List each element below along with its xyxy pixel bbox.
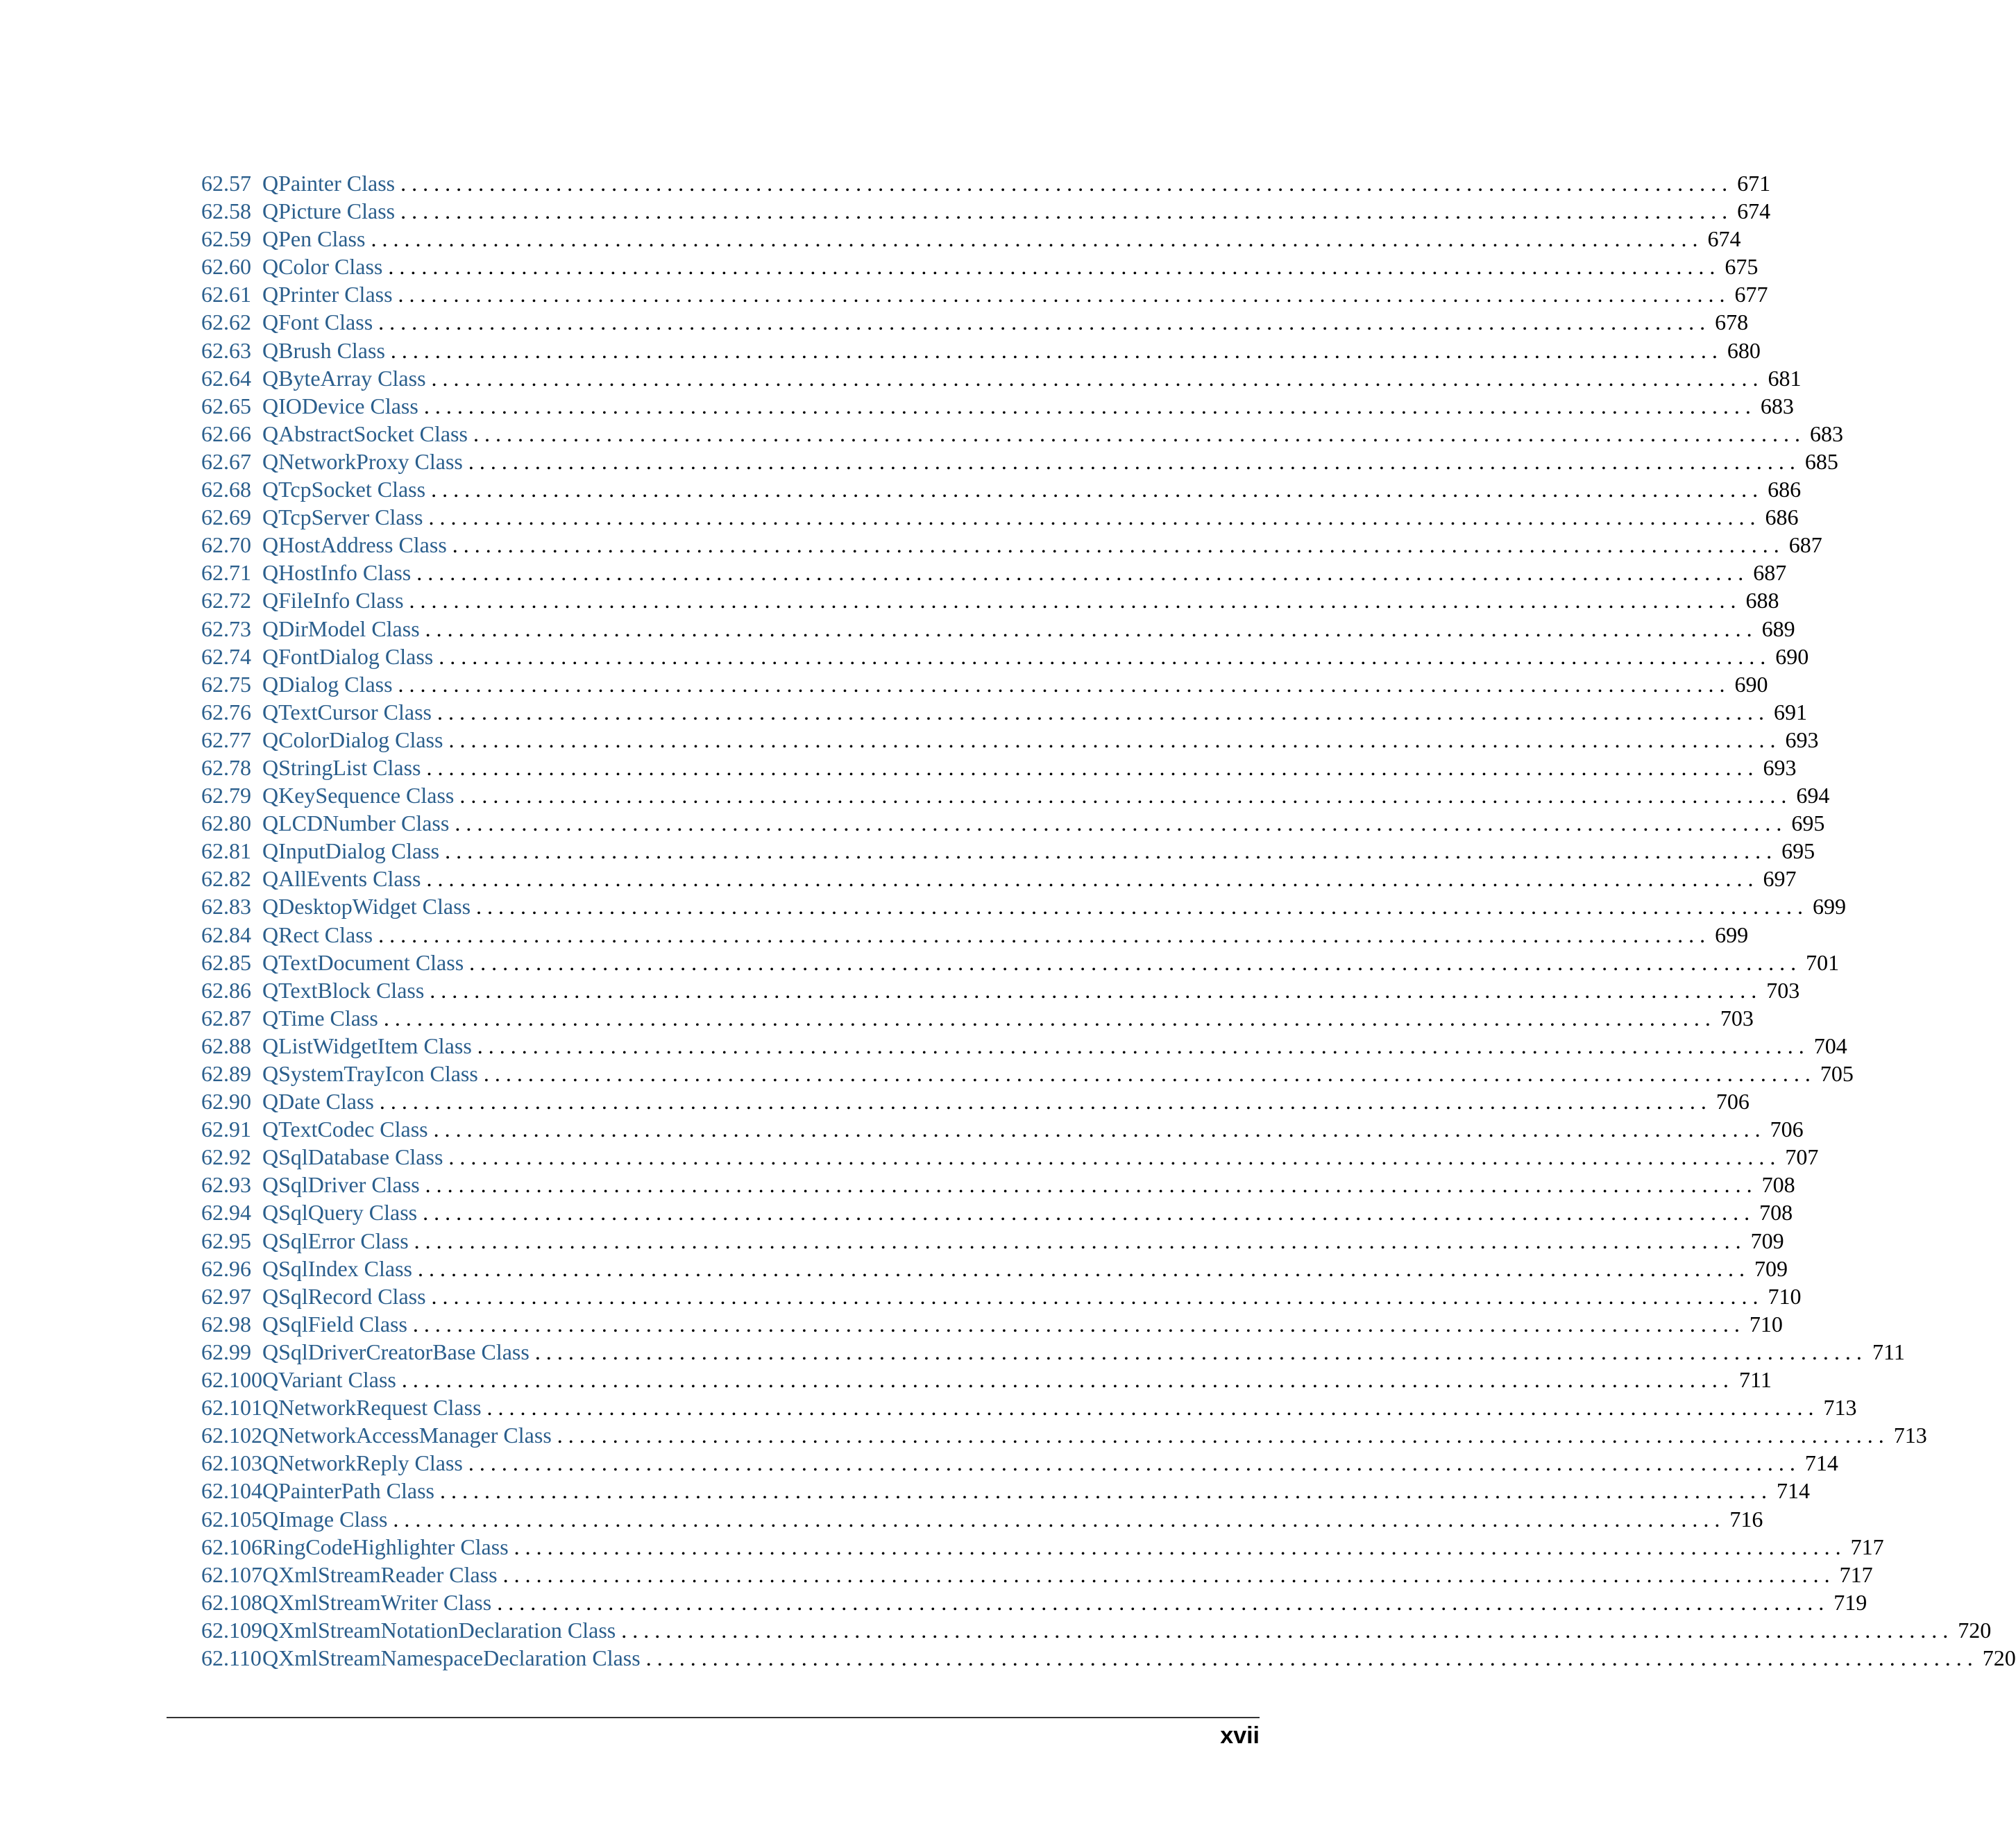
toc-entry-title: QDirModel Class bbox=[262, 616, 420, 641]
toc-entry-number: 62.77 bbox=[201, 727, 251, 752]
dot-leader: . . . . . . . . . . . . . . . . . . . . . . . . . . . . . . . . . . . . . . . . . . . . . . . . . . . . . . . . . . . . . . . . . . . . . . . . . . . . . . . . . . . . . . . . . . . . . . . . . . . . . . . . . . . . . . . . . . . . . . . . bbox=[371, 226, 1698, 252]
toc-entry[interactable] bbox=[201, 1060, 1854, 1087]
toc-entry-page: 693 bbox=[1785, 727, 1819, 752]
toc-entry[interactable] bbox=[201, 337, 1761, 364]
toc-entry-title: QTextDocument Class bbox=[262, 949, 464, 975]
toc-entry[interactable] bbox=[201, 1393, 1857, 1421]
toc-entry-page: 687 bbox=[1753, 560, 1787, 586]
toc-entry-title: QImage Class bbox=[262, 1506, 388, 1532]
toc-entry[interactable] bbox=[201, 781, 1830, 809]
toc-entry-page: 706 bbox=[1770, 1117, 1804, 1142]
toc-entry[interactable] bbox=[201, 726, 1819, 754]
toc-entry[interactable] bbox=[201, 670, 1768, 698]
toc-entry-title: QXmlStreamNotationDeclaration Class bbox=[262, 1617, 616, 1643]
toc-entry-page: 709 bbox=[1750, 1228, 1784, 1253]
page-number: xvii bbox=[1220, 1722, 1260, 1749]
toc-entry-title: QSqlError Class bbox=[262, 1228, 409, 1253]
dot-leader: . . . . . . . . . . . . . . . . . . . . . . . . . . . . . . . . . . . . . . . . . . . . . . . . . . . . . . . . . . . . . . . . . . . . . . . . . . . . . . . . . . . . . . . . . . . . . . . . . . . . . . . . . . . . . . . . . . . . . . . . bbox=[439, 643, 1766, 669]
toc-entry-title: QFontDialog Class bbox=[262, 643, 434, 669]
toc-entry-number: 62.57 bbox=[201, 171, 251, 196]
toc-entry[interactable] bbox=[201, 225, 1741, 253]
table-of-contents bbox=[201, 169, 2016, 1672]
toc-entry-number: 62.64 bbox=[201, 365, 251, 391]
dot-leader: . . . . . . . . . . . . . . . . . . . . . . . . . . . . . . . . . . . . . . . . . . . . . . . . . . . . . . . . . . . . . . . . . . . . . . . . . . . . . . . . . . . . . . . . . . . . . . . . . . . . . . . . . . . . . . . . . . . . . . . . bbox=[439, 1478, 1767, 1504]
toc-entry-number: 62.94 bbox=[201, 1200, 251, 1226]
toc-entry-page: 675 bbox=[1725, 254, 1759, 280]
toc-entry-title: QSqlIndex Class bbox=[262, 1255, 412, 1281]
toc-entry[interactable] bbox=[201, 1366, 1772, 1393]
toc-entry-number: 62.73 bbox=[201, 616, 251, 641]
dot-leader: . . . . . . . . . . . . . . . . . . . . . . . . . . . . . . . . . . . . . . . . . . . . . . . . . . . . . . . . . . . . . . . . . . . . . . . . . . . . . . . . . . . . . . . . . . . . . . . . . . . . . . . . . . . . . . . . . . . . . . . . bbox=[409, 588, 1736, 613]
toc-entry-title: QXmlStreamWriter Class bbox=[262, 1589, 492, 1615]
toc-entry[interactable] bbox=[201, 698, 1807, 726]
toc-entry[interactable] bbox=[201, 280, 1768, 308]
toc-entry-number: 62.69 bbox=[201, 505, 251, 530]
dot-leader: . . . . . . . . . . . . . . . . . . . . . . . . . . . . . . . . . . . . . . . . . . . . . . . . . . . . . . . . . . . . . . . . . . . . . . . . . . . . . . . . . . . . . . . . . . . . . . . . . . . . . . . . . . . . . . . . . . . . . . . . bbox=[477, 1033, 1804, 1058]
toc-entry-title: QRect Class bbox=[262, 922, 373, 947]
toc-entry-title: QHostInfo Class bbox=[262, 560, 412, 586]
toc-entry-number: 62.78 bbox=[201, 754, 251, 780]
toc-entry[interactable] bbox=[201, 1198, 1793, 1226]
toc-entry-number: 62.90 bbox=[201, 1089, 251, 1115]
dot-leader: . . . . . . . . . . . . . . . . . . . . . . . . . . . . . . . . . . . . . . . . . . . . . . . . . . . . . . . . . . . . . . . . . . . . . . . . . . . . . . . . . . . . . . . . . . . . . . . . . . . . . . . . . . . . . . . . . . . . . . . . bbox=[621, 1617, 1949, 1643]
toc-entry[interactable] bbox=[201, 754, 1797, 781]
toc-entry-page: 695 bbox=[1791, 811, 1825, 836]
toc-entry-page: 680 bbox=[1727, 337, 1761, 363]
toc-entry-title: QTextBlock Class bbox=[262, 977, 425, 1003]
toc-entry-number: 62.65 bbox=[201, 393, 251, 418]
toc-entry-page: 674 bbox=[1737, 198, 1771, 224]
dot-leader: . . . . . . . . . . . . . . . . . . . . . . . . . . . . . . . . . . . . . . . . . . . . . . . . . . . . . . . . . . . . . . . . . . . . . . . . . . . . . . . . . . . . . . . . . . . . . . . . . . . . . . . . . . . . . . . . . . . . . . . . bbox=[497, 1589, 1824, 1615]
toc-entry-page: 686 bbox=[1765, 505, 1799, 530]
toc-entry-page: 683 bbox=[1760, 393, 1794, 418]
toc-entry[interactable] bbox=[201, 615, 1795, 643]
toc-entry-title: QAllEvents Class bbox=[262, 866, 421, 892]
toc-entry-page: 705 bbox=[1820, 1061, 1854, 1086]
toc-entry-number: 62.68 bbox=[201, 477, 251, 502]
toc-entry-title: QInputDialog Class bbox=[262, 838, 440, 864]
toc-entry-number: 62.85 bbox=[201, 949, 251, 975]
toc-entry-page: 697 bbox=[1763, 866, 1797, 892]
toc-entry[interactable] bbox=[201, 809, 1825, 837]
toc-entry-number: 62.103 bbox=[201, 1450, 262, 1476]
toc-entry[interactable] bbox=[201, 1115, 1804, 1143]
toc-entry-title: RingCodeHighlighter Class bbox=[262, 1534, 509, 1559]
dot-leader: . . . . . . . . . . . . . . . . . . . . . . . . . . . . . . . . . . . . . . . . . . . . . . . . . . . . . . . . . . . . . . . . . . . . . . . . . . . . . . . . . . . . . . . . . . . . . . . . . . . . . . . . . . . . . . . . . . . . . . . . bbox=[473, 421, 1800, 446]
toc-entry-number: 62.110 bbox=[201, 1645, 262, 1670]
dot-leader: . . . . . . . . . . . . . . . . . . . . . . . . . . . . . . . . . . . . . . . . . . . . . . . . . . . . . . . . . . . . . . . . . . . . . . . . . . . . . . . . . . . . . . . . . . . . . . . . . . . . . . . . . . . . . . . . . . . . . . . . bbox=[378, 310, 1706, 335]
footer-divider bbox=[167, 1717, 1260, 1718]
toc-entry-page: 681 bbox=[1768, 365, 1802, 391]
toc-entry-page: 674 bbox=[1707, 226, 1741, 252]
dot-leader: . . . . . . . . . . . . . . . . . . . . . . . . . . . . . . . . . . . . . . . . . . . . . . . . . . . . . . . . . . . . . . . . . . . . . . . . . . . . . . . . . . . . . . . . . . . . . . . . . . . . . . . . . . . . . . . . . . . . . . . . bbox=[468, 448, 1795, 474]
dot-leader: . . . . . . . . . . . . . . . . . . . . . . . . . . . . . . . . . . . . . . . . . . . . . . . . . . . . . . . . . . . . . . . . . . . . . . . . . . . . . . . . . . . . . . . . . . . . . . . . . . . . . . . . . . . . . . . . . . . . . . . . bbox=[433, 1117, 1761, 1142]
toc-entry-title: QSqlDriverCreatorBase Class bbox=[262, 1339, 530, 1364]
toc-entry-title: QListWidgetItem Class bbox=[262, 1033, 472, 1058]
dot-leader: . . . . . . . . . . . . . . . . . . . . . . . . . . . . . . . . . . . . . . . . . . . . . . . . . . . . . . . . . . . . . . . . . . . . . . . . . . . . . . . . . . . . . . . . . . . . . . . . . . . . . . . . . . . . . . . . . . . . . . . . bbox=[414, 1228, 1741, 1253]
dot-leader: . . . . . . . . . . . . . . . . . . . . . . . . . . . . . . . . . . . . . . . . . . . . . . . . . . . . . . . . . . . . . . . . . . . . . . . . . . . . . . . . . . . . . . . . . . . . . . . . . . . . . . . . . . . . . . . . . . . . . . . . bbox=[390, 337, 1718, 363]
toc-entry[interactable] bbox=[201, 1087, 1750, 1115]
toc-entry-title: QColor Class bbox=[262, 254, 383, 280]
toc-entry-title: QNetworkReply Class bbox=[262, 1450, 463, 1476]
toc-entry-number: 62.87 bbox=[201, 1005, 251, 1031]
toc-entry-page: 713 bbox=[1823, 1395, 1857, 1421]
dot-leader: . . . . . . . . . . . . . . . . . . . . . . . . . . . . . . . . . . . . . . . . . . . . . . . . . . . . . . . . . . . . . . . . . . . . . . . . . . . . . . . . . . . . . . . . . . . . . . . . . . . . . . . . . . . . . . . . . . . . . . . . bbox=[431, 365, 1759, 391]
toc-entry-page: 708 bbox=[1761, 1172, 1795, 1198]
dot-leader: . . . . . . . . . . . . . . . . . . . . . . . . . . . . . . . . . . . . . . . . . . . . . . . . . . . . . . . . . . . . . . . . . . . . . . . . . . . . . . . . . . . . . . . . . . . . . . . . . . . . . . . . . . . . . . . . . . . . . . . . bbox=[476, 894, 1804, 920]
dot-leader: . . . . . . . . . . . . . . . . . . . . . . . . . . . . . . . . . . . . . . . . . . . . . . . . . . . . . . . . . . . . . . . . . . . . . . . . . . . . . . . . . . . . . . . . . . . . . . . . . . . . . . . . . . . . . . . . . . . . . . . . bbox=[383, 1005, 1711, 1031]
toc-entry-number: 62.79 bbox=[201, 783, 251, 808]
dot-leader: . . . . . . . . . . . . . . . . . . . . . . . . . . . . . . . . . . . . . . . . . . . . . . . . . . . . . . . . . . . . . . . . . . . . . . . . . . . . . . . . . . . . . . . . . . . . . . . . . . . . . . . . . . . . . . . . . . . . . . . . bbox=[393, 1506, 1720, 1532]
dot-leader: . . . . . . . . . . . . . . . . . . . . . . . . . . . . . . . . . . . . . . . . . . . . . . . . . . . . . . . . . . . . . . . . . . . . . . . . . . . . . . . . . . . . . . . . . . . . . . . . . . . . . . . . . . . . . . . . . . . . . . . . bbox=[416, 560, 1744, 586]
dot-leader: . . . . . . . . . . . . . . . . . . . . . . . . . . . . . . . . . . . . . . . . . . . . . . . . . . . . . . . . . . . . . . . . . . . . . . . . . . . . . . . . . . . . . . . . . . . . . . . . . . . . . . . . . . . . . . . . . . . . . . . . bbox=[483, 1061, 1811, 1086]
toc-entry-number: 62.102 bbox=[201, 1423, 262, 1448]
toc-entry[interactable] bbox=[201, 1449, 1838, 1477]
toc-entry-title: QStringList Class bbox=[262, 754, 421, 780]
toc-entry-title: QBrush Class bbox=[262, 337, 385, 363]
toc-entry-title: QFont Class bbox=[262, 310, 373, 335]
toc-entry-page: 686 bbox=[1768, 477, 1802, 502]
toc-entry[interactable] bbox=[201, 1588, 1867, 1616]
toc-entry-number: 62.72 bbox=[201, 588, 251, 613]
toc-entry-page: 714 bbox=[1804, 1450, 1838, 1476]
toc-entry-title: QKeySequence Class bbox=[262, 783, 455, 808]
toc-entry-title: QPainter Class bbox=[262, 171, 396, 196]
dot-leader: . . . . . . . . . . . . . . . . . . . . . . . . . . . . . . . . . . . . . . . . . . . . . . . . . . . . . . . . . . . . . . . . . . . . . . . . . . . . . . . . . . . . . . . . . . . . . . . . . . . . . . . . . . . . . . . . . . . . . . . . bbox=[401, 1367, 1729, 1393]
toc-entry[interactable] bbox=[201, 586, 1779, 614]
toc-entry-page: 713 bbox=[1893, 1423, 1927, 1448]
toc-entry-number: 62.84 bbox=[201, 922, 251, 947]
toc-entry-title: QSqlQuery Class bbox=[262, 1200, 418, 1226]
toc-entry-number: 62.95 bbox=[201, 1228, 251, 1253]
toc-entry[interactable] bbox=[201, 1616, 1992, 1644]
toc-entry-number: 62.74 bbox=[201, 643, 251, 669]
toc-entry-page: 688 bbox=[1745, 588, 1779, 613]
toc-entry-title: QSqlDriver Class bbox=[262, 1172, 420, 1198]
dot-leader: . . . . . . . . . . . . . . . . . . . . . . . . . . . . . . . . . . . . . . . . . . . . . . . . . . . . . . . . . . . . . . . . . . . . . . . . . . . . . . . . . . . . . . . . . . . . . . . . . . . . . . . . . . . . . . . . . . . . . . . . bbox=[423, 1200, 1750, 1226]
toc-entry-title: QDesktopWidget Class bbox=[262, 894, 471, 920]
dot-leader: . . . . . . . . . . . . . . . . . . . . . . . . . . . . . . . . . . . . . . . . . . . . . . . . . . . . . . . . . . . . . . . . . . . . . . . . . . . . . . . . . . . . . . . . . . . . . . . . . . . . . . . . . . . . . . . . . . . . . . . . bbox=[400, 198, 1728, 224]
toc-entry[interactable] bbox=[201, 1004, 1754, 1032]
toc-entry-title: QTcpServer Class bbox=[262, 505, 423, 530]
dot-leader: . . . . . . . . . . . . . . . . . . . . . . . . . . . . . . . . . . . . . . . . . . . . . . . . . . . . . . . . . . . . . . . . . . . . . . . . . . . . . . . . . . . . . . . . . . . . . . . . . . . . . . . . . . . . . . . . . . . . . . . . bbox=[455, 811, 1782, 836]
toc-entry-number: 62.97 bbox=[201, 1283, 251, 1309]
toc-entry-number: 62.104 bbox=[201, 1478, 262, 1504]
toc-entry[interactable] bbox=[201, 1227, 1784, 1255]
toc-entry[interactable] bbox=[201, 531, 1822, 559]
toc-entry[interactable] bbox=[201, 865, 1797, 892]
toc-entry-page: 716 bbox=[1729, 1506, 1763, 1532]
toc-entry[interactable] bbox=[201, 1505, 1763, 1533]
toc-entry-title: QNetworkAccessManager Class bbox=[262, 1423, 552, 1448]
toc-entry-title: QDialog Class bbox=[262, 671, 393, 697]
toc-entry[interactable] bbox=[201, 1477, 1810, 1505]
toc-entry-title: QSqlRecord Class bbox=[262, 1283, 426, 1309]
toc-entry-number: 62.106 bbox=[201, 1534, 262, 1559]
toc-entry-page: 683 bbox=[1809, 421, 1843, 446]
toc-entry-number: 62.99 bbox=[201, 1339, 251, 1364]
toc-entry-page: 699 bbox=[1813, 894, 1847, 920]
toc-entry[interactable] bbox=[201, 976, 1800, 1004]
toc-entry-title: QTcpSocket Class bbox=[262, 477, 426, 502]
toc-entry-page: 701 bbox=[1806, 949, 1840, 975]
toc-entry-page: 691 bbox=[1773, 699, 1807, 724]
toc-entry-number: 62.67 bbox=[201, 448, 251, 474]
toc-entry[interactable] bbox=[201, 892, 1847, 920]
dot-leader: . . . . . . . . . . . . . . . . . . . . . . . . . . . . . . . . . . . . . . . . . . . . . . . . . . . . . . . . . . . . . . . . . . . . . . . . . . . . . . . . . . . . . . . . . . . . . . . . . . . . . . . . . . . . . . . . . . . . . . . . bbox=[398, 671, 1725, 697]
toc-entry[interactable] bbox=[201, 503, 1799, 531]
toc-entry-title: QTime Class bbox=[262, 1005, 378, 1031]
dot-leader: . . . . . . . . . . . . . . . . . . . . . . . . . . . . . . . . . . . . . . . . . . . . . . . . . . . . . . . . . . . . . . . . . . . . . . . . . . . . . . . . . . . . . . . . . . . . . . . . . . . . . . . . . . . . . . . . . . . . . . . . bbox=[418, 1255, 1745, 1281]
toc-entry-page: 703 bbox=[1720, 1005, 1754, 1031]
toc-entry-number: 62.80 bbox=[201, 811, 251, 836]
toc-entry[interactable] bbox=[201, 1421, 1927, 1449]
toc-entry-title: QXmlStreamReader Class bbox=[262, 1561, 498, 1587]
dot-leader: . . . . . . . . . . . . . . . . . . . . . . . . . . . . . . . . . . . . . . . . . . . . . . . . . . . . . . . . . . . . . . . . . . . . . . . . . . . . . . . . . . . . . . . . . . . . . . . . . . . . . . . . . . . . . . . . . . . . . . . . bbox=[425, 616, 1752, 641]
toc-entry[interactable] bbox=[201, 253, 1759, 280]
toc-entry-number: 62.107 bbox=[201, 1561, 262, 1587]
toc-entry-title: QAbstractSocket Class bbox=[262, 421, 468, 446]
toc-entry-title: QTextCursor Class bbox=[262, 699, 432, 724]
toc-entry-title: QNetworkRequest Class bbox=[262, 1395, 482, 1421]
dot-leader: . . . . . . . . . . . . . . . . . . . . . . . . . . . . . . . . . . . . . . . . . . . . . . . . . . . . . . . . . . . . . . . . . . . . . . . . . . . . . . . . . . . . . . . . . . . . . . . . . . . . . . . . . . . . . . . . . . . . . . . . bbox=[431, 1283, 1759, 1309]
toc-entry[interactable] bbox=[201, 837, 1815, 865]
toc-entry-number: 62.81 bbox=[201, 838, 251, 864]
toc-entry[interactable] bbox=[201, 1032, 1847, 1060]
toc-entry-page: 677 bbox=[1734, 282, 1768, 307]
toc-entry-page: 695 bbox=[1781, 838, 1815, 864]
toc-entry-title: QXmlStreamNamespaceDeclaration Class bbox=[262, 1645, 641, 1670]
toc-entry[interactable] bbox=[201, 1143, 1819, 1171]
toc-entry-page: 711 bbox=[1872, 1339, 1905, 1364]
toc-entry-number: 62.108 bbox=[201, 1589, 262, 1615]
dot-leader: . . . . . . . . . . . . . . . . . . . . . . . . . . . . . . . . . . . . . . . . . . . . . . . . . . . . . . . . . . . . . . . . . . . . . . . . . . . . . . . . . . . . . . . . . . . . . . . . . . . . . . . . . . . . . . . . . . . . . . . . bbox=[398, 282, 1725, 307]
toc-entry-number: 62.86 bbox=[201, 977, 251, 1003]
dot-leader: . . . . . . . . . . . . . . . . . . . . . . . . . . . . . . . . . . . . . . . . . . . . . . . . . . . . . . . . . . . . . . . . . . . . . . . . . . . . . . . . . . . . . . . . . . . . . . . . . . . . . . . . . . . . . . . . . . . . . . . . bbox=[448, 1144, 1776, 1170]
dot-leader: . . . . . . . . . . . . . . . . . . . . . . . . . . . . . . . . . . . . . . . . . . . . . . . . . . . . . . . . . . . . . . . . . . . . . . . . . . . . . . . . . . . . . . . . . . . . . . . . . . . . . . . . . . . . . . . . . . . . . . . . bbox=[426, 866, 1754, 892]
toc-entry-page: 707 bbox=[1785, 1144, 1819, 1170]
toc-entry[interactable] bbox=[201, 1255, 1788, 1282]
toc-entry-number: 62.100 bbox=[201, 1367, 262, 1393]
dot-leader: . . . . . . . . . . . . . . . . . . . . . . . . . . . . . . . . . . . . . . . . . . . . . . . . . . . . . . . . . . . . . . . . . . . . . . . . . . . . . . . . . . . . . . . . . . . . . . . . . . . . . . . . . . . . . . . . . . . . . . . . bbox=[425, 1172, 1752, 1198]
toc-entry-page: 710 bbox=[1749, 1311, 1783, 1337]
toc-entry-page: 709 bbox=[1754, 1255, 1788, 1281]
toc-entry[interactable] bbox=[201, 1533, 1884, 1561]
toc-entry-page: 689 bbox=[1761, 616, 1795, 641]
toc-entry-number: 62.98 bbox=[201, 1311, 251, 1337]
dot-leader: . . . . . . . . . . . . . . . . . . . . . . . . . . . . . . . . . . . . . . . . . . . . . . . . . . . . . . . . . . . . . . . . . . . . . . . . . . . . . . . . . . . . . . . . . . . . . . . . . . . . . . . . . . . . . . . . . . . . . . . . bbox=[423, 393, 1751, 418]
toc-entry-title: QPainterPath Class bbox=[262, 1478, 434, 1504]
toc-entry-number: 62.58 bbox=[201, 198, 251, 224]
dot-leader: . . . . . . . . . . . . . . . . . . . . . . . . . . . . . . . . . . . . . . . . . . . . . . . . . . . . . . . . . . . . . . . . . . . . . . . . . . . . . . . . . . . . . . . . . . . . . . . . . . . . . . . . . . . . . . . . . . . . . . . . bbox=[486, 1395, 1814, 1421]
toc-entry-page: 717 bbox=[1839, 1561, 1873, 1587]
toc-entry-page: 706 bbox=[1716, 1089, 1750, 1115]
toc-entry-number: 62.76 bbox=[201, 699, 251, 724]
toc-entry[interactable] bbox=[201, 559, 1787, 586]
toc-entry-page: 703 bbox=[1766, 977, 1800, 1003]
toc-entry[interactable] bbox=[201, 1171, 1795, 1198]
dot-leader: . . . . . . . . . . . . . . . . . . . . . . . . . . . . . . . . . . . . . . . . . . . . . . . . . . . . . . . . . . . . . . . . . . . . . . . . . . . . . . . . . . . . . . . . . . . . . . . . . . . . . . . . . . . . . . . . . . . . . . . . bbox=[400, 171, 1728, 196]
toc-entry[interactable] bbox=[201, 1644, 2016, 1672]
dot-leader: . . . . . . . . . . . . . . . . . . . . . . . . . . . . . . . . . . . . . . . . . . . . . . . . . . . . . . . . . . . . . . . . . . . . . . . . . . . . . . . . . . . . . . . . . . . . . . . . . . . . . . . . . . . . . . . . . . . . . . . . bbox=[502, 1561, 1830, 1587]
toc-entry[interactable] bbox=[201, 197, 1771, 225]
toc-entry-title: QByteArray Class bbox=[262, 365, 426, 391]
toc-entry-page: 708 bbox=[1759, 1200, 1793, 1226]
toc-entry-number: 62.105 bbox=[201, 1506, 262, 1532]
toc-entry-page: 710 bbox=[1768, 1283, 1802, 1309]
toc-entry-title: QPicture Class bbox=[262, 198, 396, 224]
toc-entry[interactable] bbox=[201, 364, 1802, 392]
toc-entry-page: 699 bbox=[1715, 922, 1749, 947]
toc-entry-page: 720 bbox=[1982, 1645, 2016, 1670]
toc-entry-number: 62.62 bbox=[201, 310, 251, 335]
toc-entry[interactable] bbox=[201, 308, 1749, 336]
toc-entry-page: 711 bbox=[1739, 1367, 1772, 1393]
toc-entry[interactable] bbox=[201, 1561, 1873, 1588]
toc-entry-number: 62.59 bbox=[201, 226, 251, 252]
toc-entry-number: 62.91 bbox=[201, 1117, 251, 1142]
toc-entry[interactable] bbox=[201, 448, 1838, 475]
toc-entry-number: 62.82 bbox=[201, 866, 251, 892]
toc-entry-page: 690 bbox=[1734, 671, 1768, 697]
dot-leader: . . . . . . . . . . . . . . . . . . . . . . . . . . . . . . . . . . . . . . . . . . . . . . . . . . . . . . . . . . . . . . . . . . . . . . . . . . . . . . . . . . . . . . . . . . . . . . . . . . . . . . . . . . . . . . . . . . . . . . . . bbox=[428, 505, 1756, 530]
dot-leader: . . . . . . . . . . . . . . . . . . . . . . . . . . . . . . . . . . . . . . . . . . . . . . . . . . . . . . . . . . . . . . . . . . . . . . . . . . . . . . . . . . . . . . . . . . . . . . . . . . . . . . . . . . . . . . . . . . . . . . . . bbox=[448, 727, 1776, 752]
toc-entry-number: 62.89 bbox=[201, 1061, 251, 1086]
toc-entry-title: QVariant Class bbox=[262, 1367, 396, 1393]
toc-entry-title: QColorDialog Class bbox=[262, 727, 443, 752]
toc-entry-number: 62.83 bbox=[201, 894, 251, 920]
dot-leader: . . . . . . . . . . . . . . . . . . . . . . . . . . . . . . . . . . . . . . . . . . . . . . . . . . . . . . . . . . . . . . . . . . . . . . . . . . . . . . . . . . . . . . . . . . . . . . . . . . . . . . . . . . . . . . . . . . . . . . . . bbox=[557, 1423, 1884, 1448]
toc-entry[interactable] bbox=[201, 392, 1794, 420]
toc-entry[interactable] bbox=[201, 949, 1840, 976]
toc-entry-page: 704 bbox=[1813, 1033, 1847, 1058]
dot-leader: . . . . . . . . . . . . . . . . . . . . . . . . . . . . . . . . . . . . . . . . . . . . . . . . . . . . . . . . . . . . . . . . . . . . . . . . . . . . . . . . . . . . . . . . . . . . . . . . . . . . . . . . . . . . . . . . . . . . . . . . bbox=[388, 254, 1716, 280]
toc-entry[interactable] bbox=[201, 1282, 1802, 1310]
dot-leader: . . . . . . . . . . . . . . . . . . . . . . . . . . . . . . . . . . . . . . . . . . . . . . . . . . . . . . . . . . . . . . . . . . . . . . . . . . . . . . . . . . . . . . . . . . . . . . . . . . . . . . . . . . . . . . . . . . . . . . . . bbox=[379, 1089, 1706, 1115]
toc-entry[interactable] bbox=[201, 1338, 1905, 1366]
toc-entry-page: 690 bbox=[1775, 643, 1809, 669]
toc-entry-number: 62.109 bbox=[201, 1617, 262, 1643]
toc-entry-page: 694 bbox=[1796, 783, 1830, 808]
dot-leader: . . . . . . . . . . . . . . . . . . . . . . . . . . . . . . . . . . . . . . . . . . . . . . . . . . . . . . . . . . . . . . . . . . . . . . . . . . . . . . . . . . . . . . . . . . . . . . . . . . . . . . . . . . . . . . . . . . . . . . . . bbox=[430, 977, 1757, 1003]
toc-entry-title: QTextCodec Class bbox=[262, 1117, 428, 1142]
dot-leader: . . . . . . . . . . . . . . . . . . . . . . . . . . . . . . . . . . . . . . . . . . . . . . . . . . . . . . . . . . . . . . . . . . . . . . . . . . . . . . . . . . . . . . . . . . . . . . . . . . . . . . . . . . . . . . . . . . . . . . . . bbox=[468, 1450, 1795, 1476]
dot-leader: . . . . . . . . . . . . . . . . . . . . . . . . . . . . . . . . . . . . . . . . . . . . . . . . . . . . . . . . . . . . . . . . . . . . . . . . . . . . . . . . . . . . . . . . . . . . . . . . . . . . . . . . . . . . . . . . . . . . . . . . bbox=[459, 783, 1787, 808]
toc-entry-page: 719 bbox=[1833, 1589, 1867, 1615]
toc-entry-title: QDate Class bbox=[262, 1089, 374, 1115]
toc-entry-number: 62.60 bbox=[201, 254, 251, 280]
toc-entry[interactable] bbox=[201, 921, 1749, 949]
toc-entry-page: 720 bbox=[1958, 1617, 1992, 1643]
dot-leader: . . . . . . . . . . . . . . . . . . . . . . . . . . . . . . . . . . . . . . . . . . . . . . . . . . . . . . . . . . . . . . . . . . . . . . . . . . . . . . . . . . . . . . . . . . . . . . . . . . . . . . . . . . . . . . . . . . . . . . . . bbox=[437, 699, 1764, 724]
toc-entry[interactable] bbox=[201, 475, 1802, 503]
toc-entry-number: 62.101 bbox=[201, 1395, 262, 1421]
toc-entry-title: QNetworkProxy Class bbox=[262, 448, 463, 474]
dot-leader: . . . . . . . . . . . . . . . . . . . . . . . . . . . . . . . . . . . . . . . . . . . . . . . . . . . . . . . . . . . . . . . . . . . . . . . . . . . . . . . . . . . . . . . . . . . . . . . . . . . . . . . . . . . . . . . . . . . . . . . . bbox=[426, 754, 1754, 780]
dot-leader: . . . . . . . . . . . . . . . . . . . . . . . . . . . . . . . . . . . . . . . . . . . . . . . . . . . . . . . . . . . . . . . . . . . . . . . . . . . . . . . . . . . . . . . . . . . . . . . . . . . . . . . . . . . . . . . . . . . . . . . . bbox=[445, 838, 1772, 864]
toc-entry-page: 687 bbox=[1788, 532, 1822, 558]
toc-entry-title: QLCDNumber Class bbox=[262, 811, 450, 836]
dot-leader: . . . . . . . . . . . . . . . . . . . . . . . . . . . . . . . . . . . . . . . . . . . . . . . . . . . . . . . . . . . . . . . . . . . . . . . . . . . . . . . . . . . . . . . . . . . . . . . . . . . . . . . . . . . . . . . . . . . . . . . . bbox=[514, 1534, 1841, 1559]
toc-entry-number: 62.70 bbox=[201, 532, 251, 558]
toc-entry[interactable] bbox=[201, 1310, 1783, 1338]
toc-entry-number: 62.66 bbox=[201, 421, 251, 446]
toc-entry-title: QSqlDatabase Class bbox=[262, 1144, 443, 1170]
toc-entry-title: QPrinter Class bbox=[262, 282, 393, 307]
toc-entry-page: 671 bbox=[1737, 171, 1771, 196]
toc-entry-title: QSqlField Class bbox=[262, 1311, 407, 1337]
toc-entry-title: QHostAddress Class bbox=[262, 532, 447, 558]
dot-leader: . . . . . . . . . . . . . . . . . . . . . . . . . . . . . . . . . . . . . . . . . . . . . . . . . . . . . . . . . . . . . . . . . . . . . . . . . . . . . . . . . . . . . . . . . . . . . . . . . . . . . . . . . . . . . . . . . . . . . . . . bbox=[431, 477, 1759, 502]
toc-entry-page: 714 bbox=[1776, 1478, 1810, 1504]
toc-entry-number: 62.71 bbox=[201, 560, 251, 586]
toc-entry-title: QFileInfo Class bbox=[262, 588, 404, 613]
dot-leader: . . . . . . . . . . . . . . . . . . . . . . . . . . . . . . . . . . . . . . . . . . . . . . . . . . . . . . . . . . . . . . . . . . . . . . . . . . . . . . . . . . . . . . . . . . . . . . . . . . . . . . . . . . . . . . . . . . . . . . . . bbox=[469, 949, 1797, 975]
toc-entry[interactable] bbox=[201, 169, 1771, 197]
dot-leader: . . . . . . . . . . . . . . . . . . . . . . . . . . . . . . . . . . . . . . . . . . . . . . . . . . . . . . . . . . . . . . . . . . . . . . . . . . . . . . . . . . . . . . . . . . . . . . . . . . . . . . . . . . . . . . . . . . . . . . . . bbox=[412, 1311, 1740, 1337]
dot-leader: . . . . . . . . . . . . . . . . . . . . . . . . . . . . . . . . . . . . . . . . . . . . . . . . . . . . . . . . . . . . . . . . . . . . . . . . . . . . . . . . . . . . . . . . . . . . . . . . . . . . . . . . . . . . . . . . . . . . . . . . bbox=[378, 922, 1706, 947]
toc-entry-title: QIODevice Class bbox=[262, 393, 418, 418]
dot-leader: . . . . . . . . . . . . . . . . . . . . . . . . . . . . . . . . . . . . . . . . . . . . . . . . . . . . . . . . . . . . . . . . . . . . . . . . . . . . . . . . . . . . . . . . . . . . . . . . . . . . . . . . . . . . . . . . . . . . . . . . bbox=[452, 532, 1779, 558]
toc-entry-number: 62.75 bbox=[201, 671, 251, 697]
toc-entry-number: 62.63 bbox=[201, 337, 251, 363]
toc-entry-page: 717 bbox=[1850, 1534, 1884, 1559]
toc-entry-page: 678 bbox=[1715, 310, 1749, 335]
toc-entry[interactable] bbox=[201, 420, 1843, 448]
toc-entry-page: 685 bbox=[1804, 448, 1838, 474]
toc-entry-number: 62.88 bbox=[201, 1033, 251, 1058]
toc-entry-title: QSystemTrayIcon Class bbox=[262, 1061, 478, 1086]
toc-entry-number: 62.96 bbox=[201, 1255, 251, 1281]
toc-entry[interactable] bbox=[201, 643, 1809, 670]
toc-entry-title: QPen Class bbox=[262, 226, 366, 252]
toc-entry-page: 693 bbox=[1763, 754, 1797, 780]
toc-entry-number: 62.93 bbox=[201, 1172, 251, 1198]
toc-entry-number: 62.92 bbox=[201, 1144, 251, 1170]
dot-leader: . . . . . . . . . . . . . . . . . . . . . . . . . . . . . . . . . . . . . . . . . . . . . . . . . . . . . . . . . . . . . . . . . . . . . . . . . . . . . . . . . . . . . . . . . . . . . . . . . . . . . . . . . . . . . . . . . . . . . . . . bbox=[645, 1645, 1973, 1670]
toc-entry-number: 62.61 bbox=[201, 282, 251, 307]
dot-leader: . . . . . . . . . . . . . . . . . . . . . . . . . . . . . . . . . . . . . . . . . . . . . . . . . . . . . . . . . . . . . . . . . . . . . . . . . . . . . . . . . . . . . . . . . . . . . . . . . . . . . . . . . . . . . . . . . . . . . . . . bbox=[534, 1339, 1862, 1364]
